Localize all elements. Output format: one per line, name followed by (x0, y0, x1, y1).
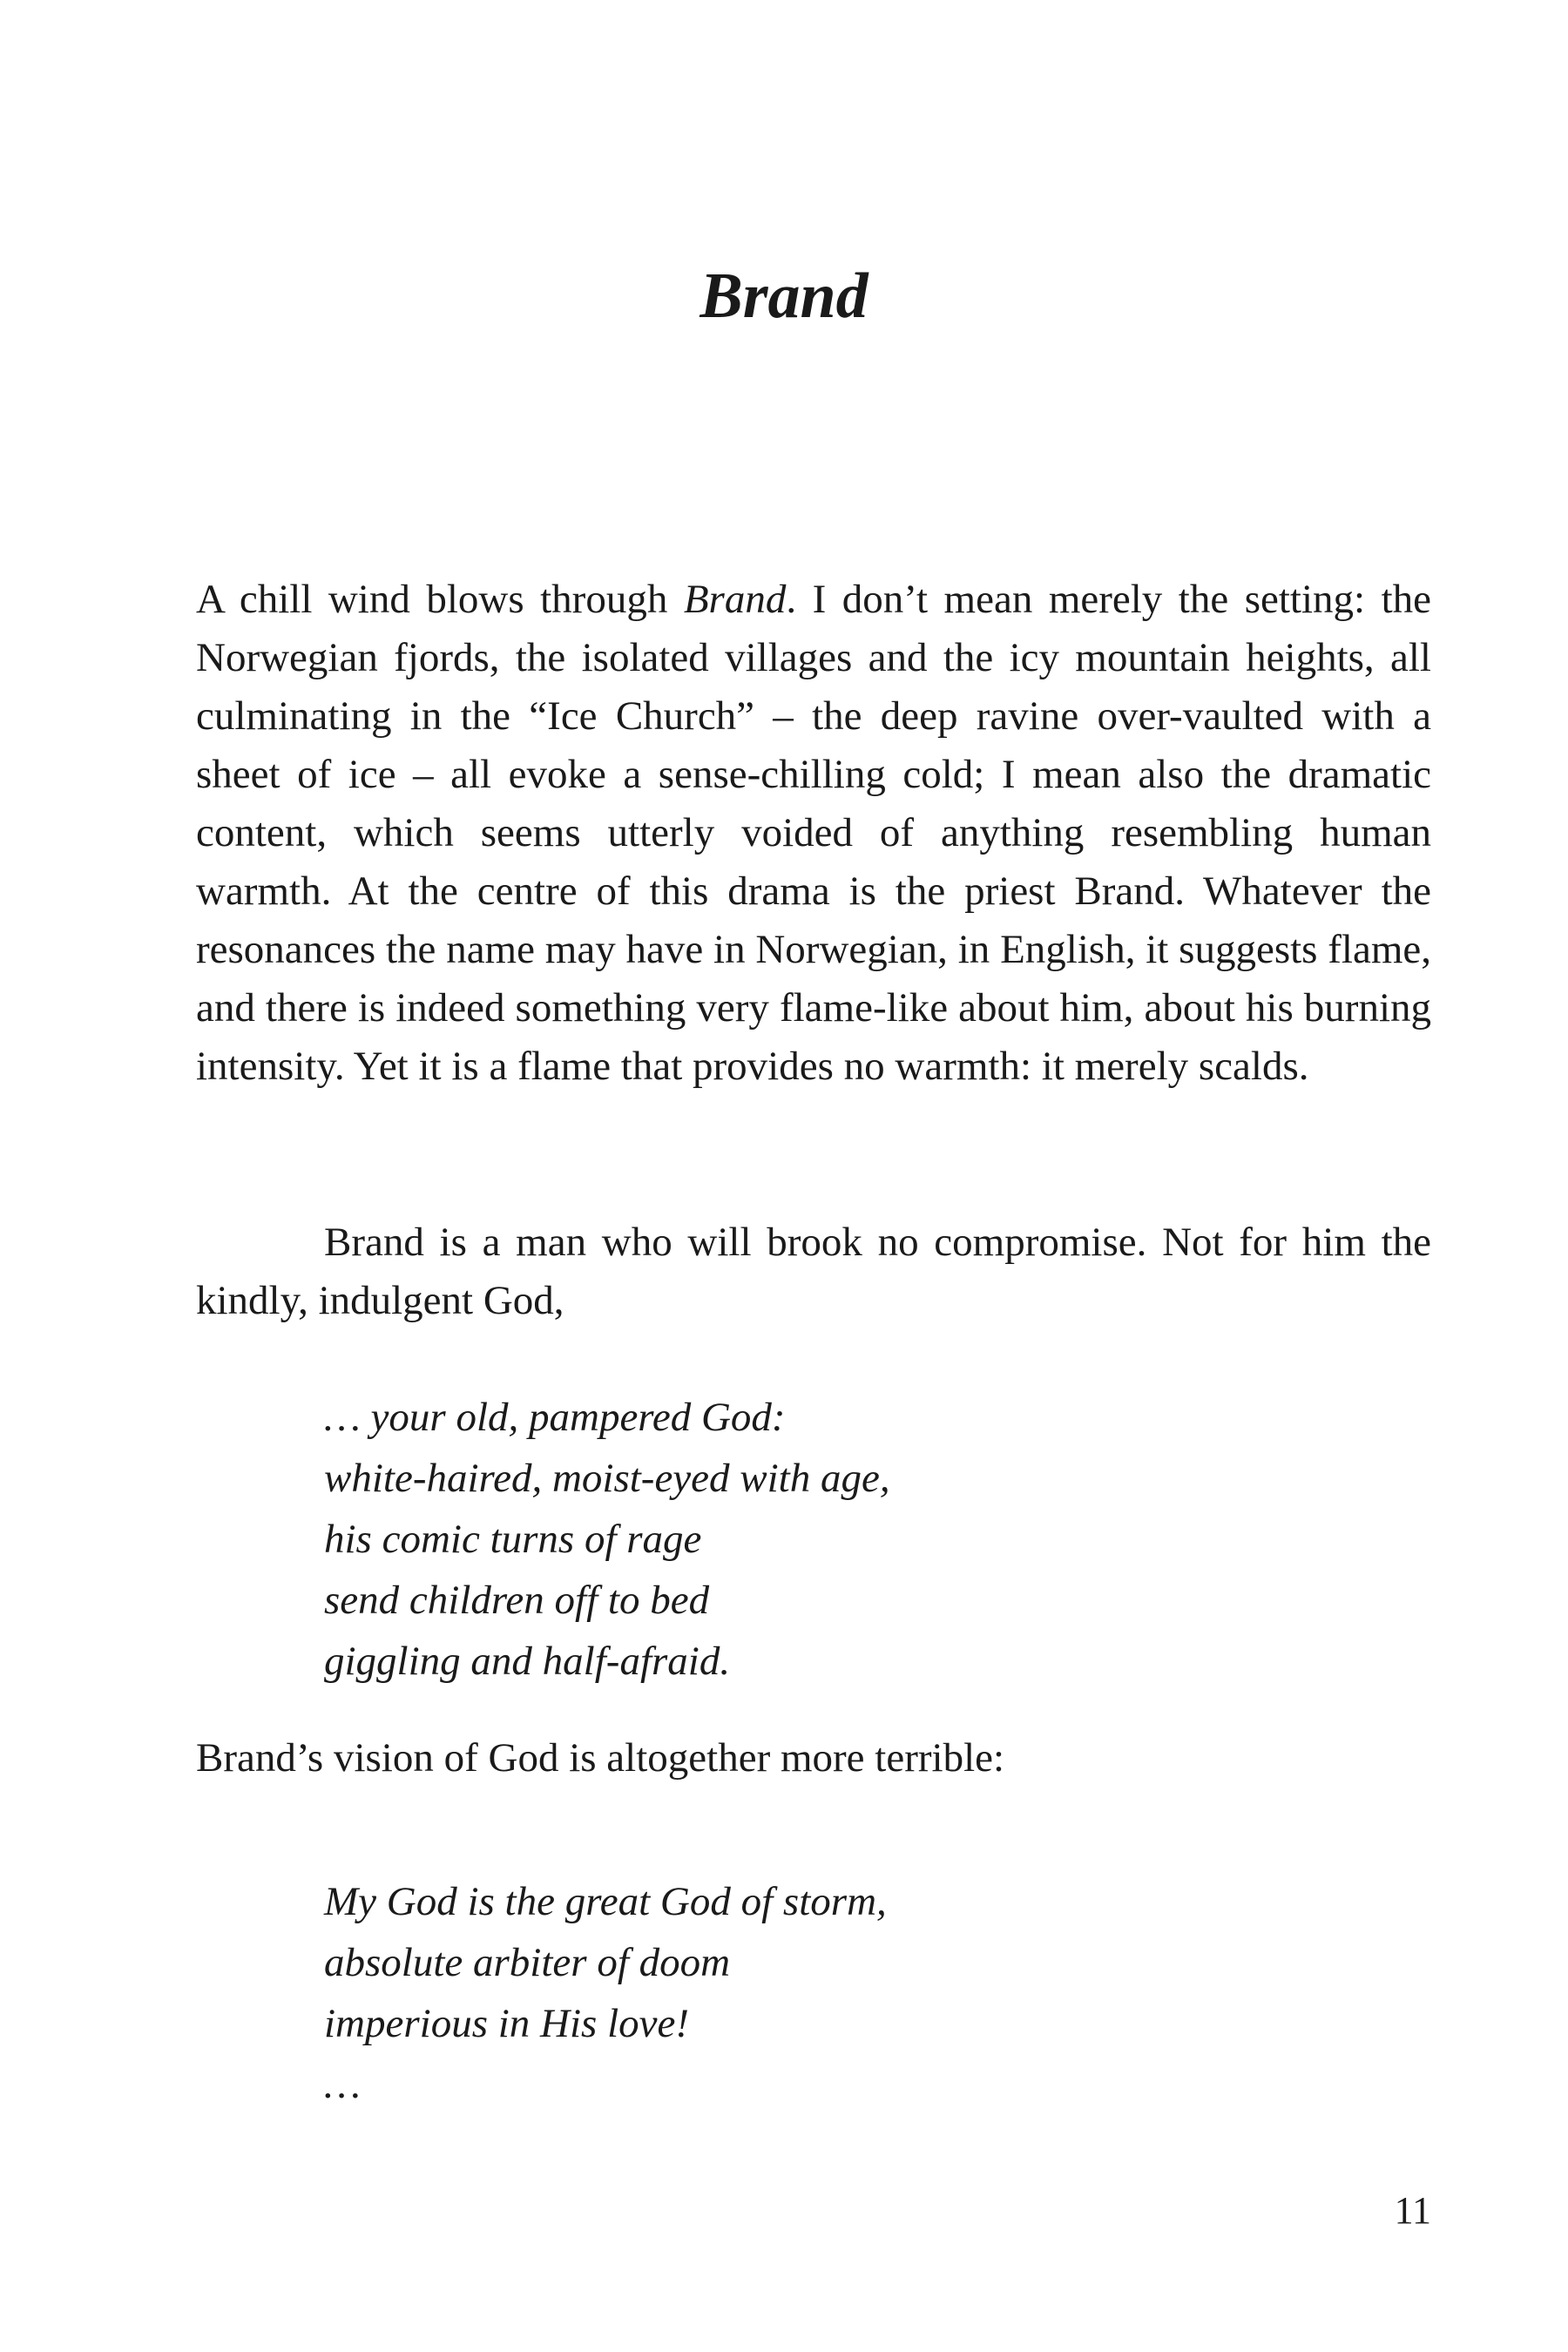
verse-line: send children off to bed (324, 1578, 710, 1623)
paragraph-2-block (196, 1213, 1431, 1330)
verse-line: imperious in His love! (324, 2001, 690, 2046)
paragraph-1-post: . I don’t mean merely the setting: the Norwegian fjords, the isolated villages and the icy mountain heights, all culminating in the “Ice Church” – the deep ravine over-vaulted with a sheet of ice – all evoke a sense-chilling cold; I mean also the dramatic content, which seems utterly voided of anything resembling human warmth. At the centre of this drama is the priest Brand. Whatever the resonances the name may have in Norwegian, in English, it suggests flame, and there is indeed something very flame-like about him, about his burning intensity. Yet it is a flame that provides no warmth: it merely scalds. (196, 577, 1431, 1089)
verse-line: absolute arbiter of doom (324, 1940, 731, 1985)
chapter-title: Brand (700, 260, 868, 332)
paragraph-1-pre: A chill wind blows through (196, 577, 684, 622)
paragraph-1 (196, 571, 1431, 1096)
paragraph-3-block (196, 1729, 1431, 1788)
verse-quote-2 (324, 1871, 887, 2115)
paragraph-2: Brand is a man who will brook no compromise. Not for him the kindly, indulgent God, (196, 1220, 1431, 1323)
verse-line: My God is the great God of storm, (324, 1879, 887, 1924)
verse-line: … (324, 2062, 361, 2107)
paragraph-1-title-ref: Brand (683, 577, 787, 622)
verse-line: … your old, pampered God: (324, 1395, 786, 1440)
verse-quote-1 (324, 1387, 890, 1692)
paragraph-3: Brand’s vision of God is altogether more terrible: (196, 1735, 1005, 1781)
verse-line: giggling and half-afraid. (324, 1639, 731, 1684)
paragraph-1-block (196, 571, 1431, 1096)
page-number: 11 (1394, 2189, 1431, 2232)
verse-line: white-haired, moist-eyed with age, (324, 1456, 890, 1501)
verse-line: his comic turns of rage (324, 1517, 702, 1562)
